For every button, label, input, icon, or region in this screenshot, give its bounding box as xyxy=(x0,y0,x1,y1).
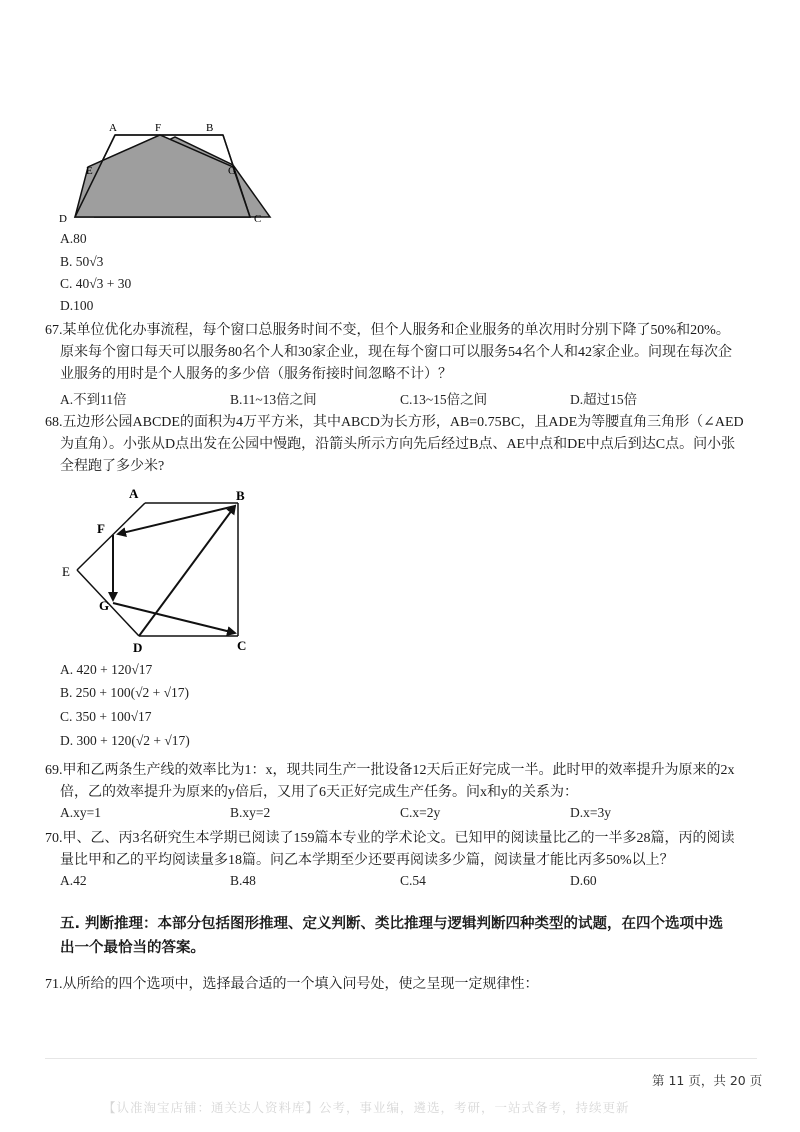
q67-option-b: B.11~13倍之间 xyxy=(230,392,317,407)
section-5-heading-line1: 五. 判断推理：本部分包括图形推理、定义判断、类比推理与逻辑判断四种类型的试题，在四个选项中选 xyxy=(60,916,724,932)
q69-option-b: B.xy=2 xyxy=(230,805,271,820)
q67-text-line3: 业服务的用时是个人服务的多少倍（服务衔接时间忽略不计）？ xyxy=(60,367,452,382)
footer-divider xyxy=(45,1058,757,1059)
q69-option-d: D.x=3y xyxy=(570,805,611,820)
page-number: 第 11 页，共 20 页 xyxy=(652,1073,763,1088)
q67-option-a: A.不到11倍 xyxy=(60,392,127,407)
q70-text-line1: 70.甲、乙、丙3名研究生本学期已阅读了159篇本专业的学术论文。已知甲的阅读量比乙的一半多28篇，丙的阅读 xyxy=(45,831,735,846)
q70-text-line2: 量比甲和乙的平均阅读量多18篇。问乙本学期至少还要再阅读多少篇，阅读量才能比丙多50%以上？ xyxy=(60,853,674,868)
label-C: C xyxy=(254,213,262,225)
q66-option-a: A.80 xyxy=(60,231,87,246)
label-E: E xyxy=(86,165,93,177)
q68-option-c: C. 350 + 100√17 xyxy=(60,709,152,724)
q70-option-b: B.48 xyxy=(230,873,256,888)
q67-text-line2: 原来每个窗口每天可以服务80名个人和30家企业，现在每个窗口可以服务54名个人和42家企业。问现在每次企 xyxy=(60,345,732,360)
label-G: G xyxy=(228,165,236,177)
q68-option-a: A. 420 + 120√17 xyxy=(60,662,153,677)
label-F: F xyxy=(97,521,105,536)
q68-text-line3: 全程跑了多少米? xyxy=(60,459,165,474)
q69-option-a: A.xy=1 xyxy=(60,805,101,820)
q68-text-line2: 为直角）。小张从D点出发在公园中慢跑，沿箭头所示方向先后经过B点、AE中点和DE中点后到达C点。问小张 xyxy=(60,437,736,452)
label-B: B xyxy=(236,488,245,503)
label-A: A xyxy=(129,486,139,501)
q68-text-line1: 68.五边形公园ABCDE的面积为4万平方米，其中ABCD为长方形，AB=0.75BC，且ADE为等腰直角三角形（∠AED xyxy=(45,415,744,430)
q66-trapezoid-figure xyxy=(55,115,280,227)
label-C: C xyxy=(237,638,247,653)
label-E: E xyxy=(62,564,70,579)
label-D: D xyxy=(133,640,143,655)
q70-option-d: D.60 xyxy=(570,873,597,888)
section-5-heading-line2: 出一个最恰当的答案。 xyxy=(60,940,205,956)
label-D: D xyxy=(59,213,67,225)
q66-option-c: C. 40√3 + 30 xyxy=(60,276,132,291)
q69-text-line2: 倍，乙的效率提升为原来的y倍后，又用了6天正好完成生产任务。问x和y的关系为： xyxy=(60,785,578,800)
q67-option-c: C.13~15倍之间 xyxy=(400,392,488,407)
q68-pentagon-figure xyxy=(55,478,265,656)
q67-text-line1: 67.某单位优化办事流程，每个窗口总服务时间不变，但个人服务和企业服务的单次用时分别下降了50%和20%。 xyxy=(45,323,730,338)
q69-text-line1: 69.甲和乙两条生产线的效率比为1：x，现共同生产一批设备12天后正好完成一半。此时甲的效率提升为原来的2x xyxy=(45,763,735,778)
label-B: B xyxy=(206,122,214,134)
q67-option-d: D.超过15倍 xyxy=(570,392,638,407)
q66-option-b: B. 50√3 xyxy=(60,254,104,269)
label-A: A xyxy=(109,122,117,134)
q68-option-b: B. 250 + 100(√2 + √17) xyxy=(60,685,190,700)
q68-option-d: D. 300 + 120(√2 + √17) xyxy=(60,733,190,748)
q69-option-c: C.x=2y xyxy=(400,805,441,820)
label-F: F xyxy=(155,122,162,134)
watermark: 【认准淘宝店铺：通关达人资料库】公考，事业编，遴选，考研，一站式备考，持续更新 xyxy=(103,1100,630,1115)
q71-text-line1: 71.从所给的四个选项中，选择最合适的一个填入问号处，使之呈现一定规律性： xyxy=(45,977,539,992)
label-G: G xyxy=(99,598,110,613)
q70-option-a: A.42 xyxy=(60,873,87,888)
q66-option-d: D.100 xyxy=(60,298,94,313)
q70-option-c: C.54 xyxy=(400,873,426,888)
